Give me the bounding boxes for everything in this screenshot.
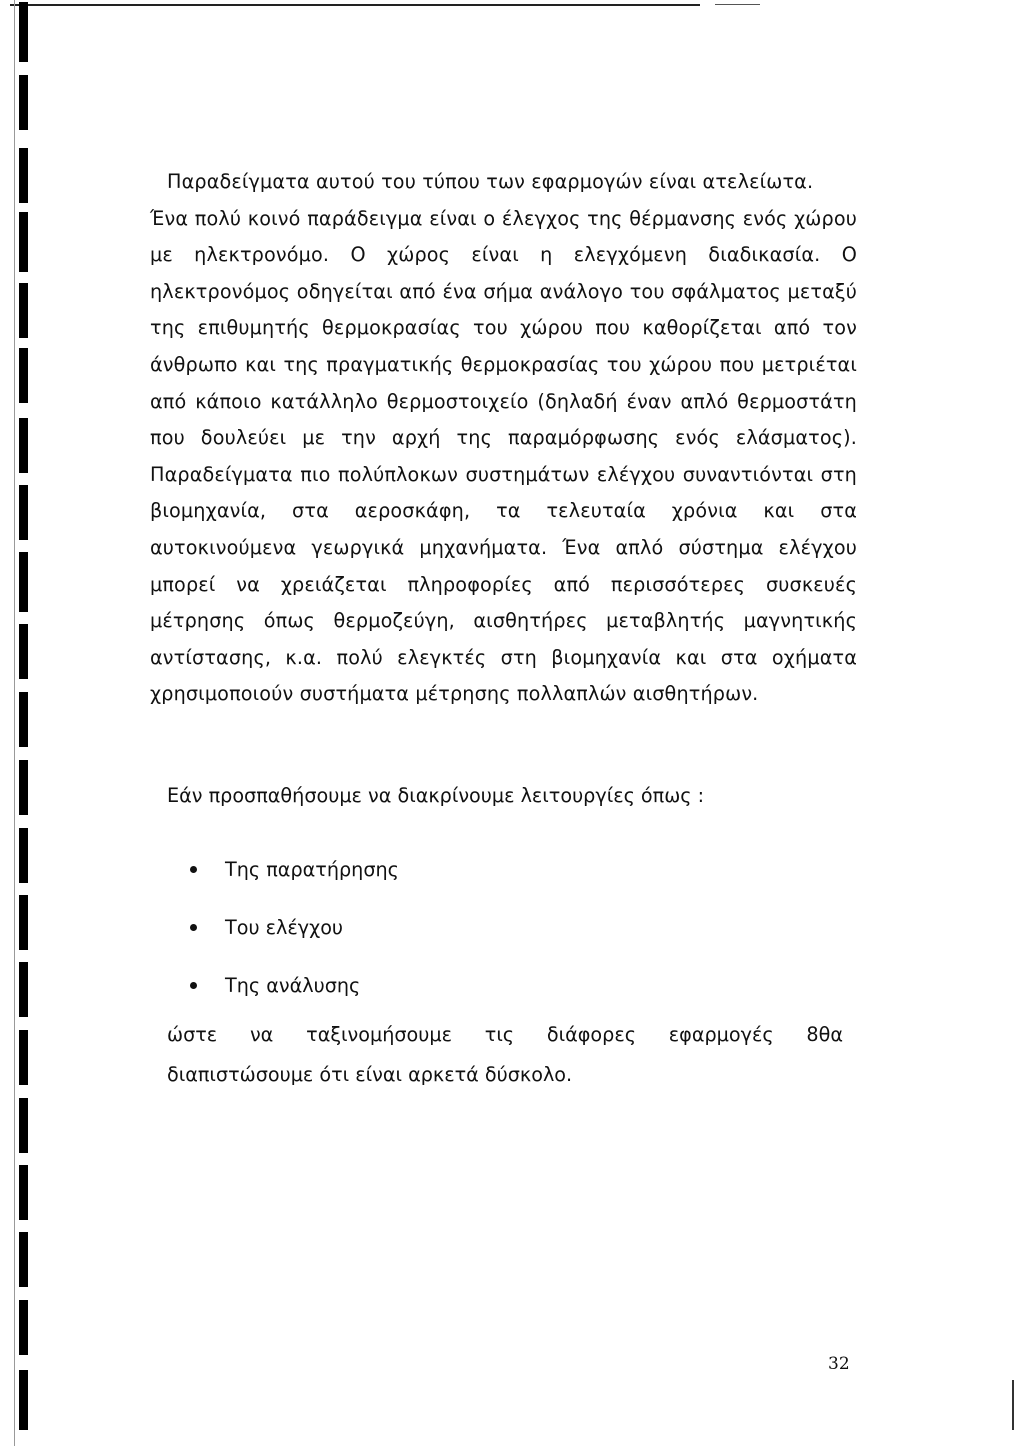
paragraph-first-line: Παραδείγματα αυτού του τύπου των εφαρμογών είναι ατελείωτα. [167,170,814,193]
binder-hole-mark [19,485,28,540]
binder-hole-mark [19,1370,28,1430]
binder-hole-mark [19,2,28,62]
binder-hole-mark [19,1098,28,1153]
scan-right-edge-mark [1012,1380,1014,1430]
closing-paragraph [167,1015,843,1095]
functions-intro: Εάν προσπαθήσουμε να διακρίνουμε λειτουργίες όπως : [167,784,705,807]
list-item [190,956,399,1014]
binder-hole-mark [19,895,28,950]
scan-top-edge-fragment [715,4,760,5]
page-number: 32 [828,1354,850,1374]
binder-hole-mark [19,75,28,130]
binder-hole-mark [19,552,28,612]
list-item [190,840,399,898]
main-paragraph [150,164,857,713]
binder-hole-mark [19,962,28,1017]
binder-hole-mark [19,418,28,473]
binder-hole-mark [19,624,28,679]
paragraph-body: Ένα πολύ κοινό παράδειγμα είναι ο έλεγχος της θέρμανσης ενός χώρου με ηλεκτρονόμο. Ο χώρος είναι η ελεγχόμενη διαδικασία. Ο ηλεκτρονόμος οδηγείται από ένα σήμα ανάλογο του σφάλματος μεταξύ της επιθυμητής θερμοκρασίας του χώρου που καθορίζεται από τον άνθρωπο και της πραγματικής θερμοκρασίας του χώρου που μετριέται από κάποιο κατάλληλο θερμοστοιχείο (δηλαδή έναν απλό θερμοστάτη που δουλεύει με την αρχή της παραμόρφωσης ενός ελάσματος). Παραδείγματα πιο πολύπλοκων συστημάτων ελέγχου συναντιόνται στη βιομηχανία, στα αεροσκάφη, τα τελευταία χρόνια και στα αυτοκινούμενα γεωργικά μηχανήματα. Ένα απλό σύστημα ελέγχου μπορεί να χρειάζεται πληροφορίες από περισσότερες συσκευές μέτρησης όπως θερμοζεύγη, αισθητήρες μεταβλητής μαγνητικής αντίστασης, κ.α. πολύ ελεγκτές στη βιομηχανία και στα οχήματα χρησιμοποιούν συστήματα μέτρησης πολλαπλών αισθητήρων. [150,206,857,706]
closing-line-2: διαπιστώσουμε ότι είναι αρκετά δύσκολο. [167,1063,573,1086]
list-item-label: Του ελέγχου [225,915,344,939]
bullet-icon [190,866,197,873]
scan-left-edge [14,0,15,1446]
functions-list [190,840,399,1014]
binder-hole-mark [19,148,28,203]
binder-hole-mark [19,1030,28,1085]
scan-top-edge [10,4,700,6]
binder-hole-mark [19,760,28,815]
closing-line-1: ώστε να ταξινομήσουμε τις διάφορες εφαρμογές 8θα [167,1023,843,1046]
binder-hole-mark [19,1232,28,1287]
binder-hole-mark [19,1165,28,1220]
bullet-icon [190,982,197,989]
binder-hole-mark [19,348,28,403]
binder-hole-mark [19,283,28,338]
binder-hole-mark [19,212,28,272]
binder-hole-mark [19,692,28,747]
list-item [190,898,399,956]
list-item-label: Της ανάλυσης [225,973,361,997]
binder-hole-mark [19,828,28,883]
list-item-label: Της παρατήρησης [225,857,399,881]
binder-hole-mark [19,1300,28,1355]
bullet-icon [190,924,197,931]
